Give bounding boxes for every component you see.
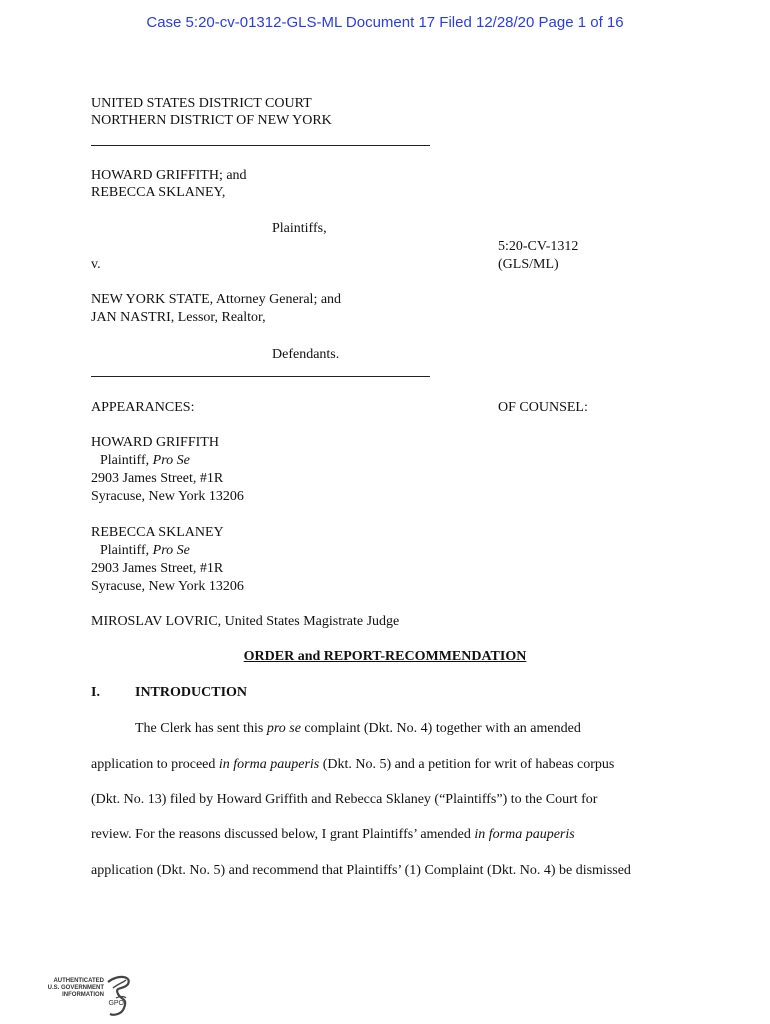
body-line-4: review. For the reasons discussed below, I grant Plaintiffs’ amended in forma pauperis — [91, 827, 575, 842]
defendants-line2: JAN NASTRI, Lessor, Realtor, — [91, 310, 266, 325]
party-city: Syracuse, New York 13206 — [91, 579, 244, 594]
order-title: ORDER and REPORT-RECOMMENDATION — [243, 649, 527, 664]
party-role: Plaintiff, Pro Se — [100, 543, 190, 558]
party-street: 2903 James Street, #1R — [91, 471, 224, 486]
section-number: I. — [91, 685, 100, 700]
eagle-icon — [104, 974, 134, 1018]
gpo-authenticated-logo — [44, 974, 134, 1018]
body-line-1: The Clerk has sent this pro se complaint (Dkt. No. 4) together with an amended — [135, 721, 581, 736]
logo-text: AUTHENTICATED U.S. GOVERNMENT INFORMATION — [47, 978, 104, 998]
versus: v. — [91, 257, 101, 272]
party-name: REBECCA SKLANEY — [91, 525, 224, 540]
judge-line: MIROSLAV LOVRIC, United States Magistrate Judge — [91, 614, 400, 629]
case-number-line1: 5:20-CV-1312 — [498, 239, 579, 254]
section-title: INTRODUCTION — [135, 685, 248, 700]
plaintiffs-line1: HOWARD GRIFFITH; and — [91, 168, 247, 183]
body-line-3: (Dkt. No. 13) filed by Howard Griffith and Rebecca Sklaney (“Plaintiffs”) to the Court for — [91, 792, 598, 807]
party-street: 2903 James Street, #1R — [91, 561, 224, 576]
plaintiffs-label: Plaintiffs, — [272, 221, 327, 236]
party-name: HOWARD GRIFFITH — [91, 435, 219, 450]
party-city: Syracuse, New York 13206 — [91, 489, 244, 504]
court-name-line2: NORTHERN DISTRICT OF NEW YORK — [91, 113, 332, 128]
caption-bottom-rule — [91, 376, 430, 377]
logo-gpo-mark: GPO — [108, 1000, 124, 1007]
party-role: Plaintiff, Pro Se — [100, 453, 190, 468]
appearances-heading: APPEARANCES: — [91, 400, 195, 415]
ecf-header-stamp: Case 5:20-cv-01312-GLS-ML Document 17 Filed 12/28/20 Page 1 of 16 — [146, 14, 624, 31]
defendants-line1: NEW YORK STATE, Attorney General; and — [91, 292, 342, 307]
defendants-label: Defendants. — [272, 347, 340, 362]
case-number-line2: (GLS/ML) — [498, 257, 559, 272]
caption-top-rule — [91, 145, 430, 146]
body-line-2: application to proceed in forma pauperis (Dkt. No. 5) and a petition for writ of habeas corpus — [91, 757, 615, 772]
plaintiffs-line2: REBECCA SKLANEY, — [91, 185, 226, 200]
of-counsel-heading: OF COUNSEL: — [498, 400, 588, 415]
body-line-5: application (Dkt. No. 5) and recommend that Plaintiffs’ (1) Complaint (Dkt. No. 4) be dismissed — [91, 863, 631, 878]
court-name-line1: UNITED STATES DISTRICT COURT — [91, 96, 312, 111]
